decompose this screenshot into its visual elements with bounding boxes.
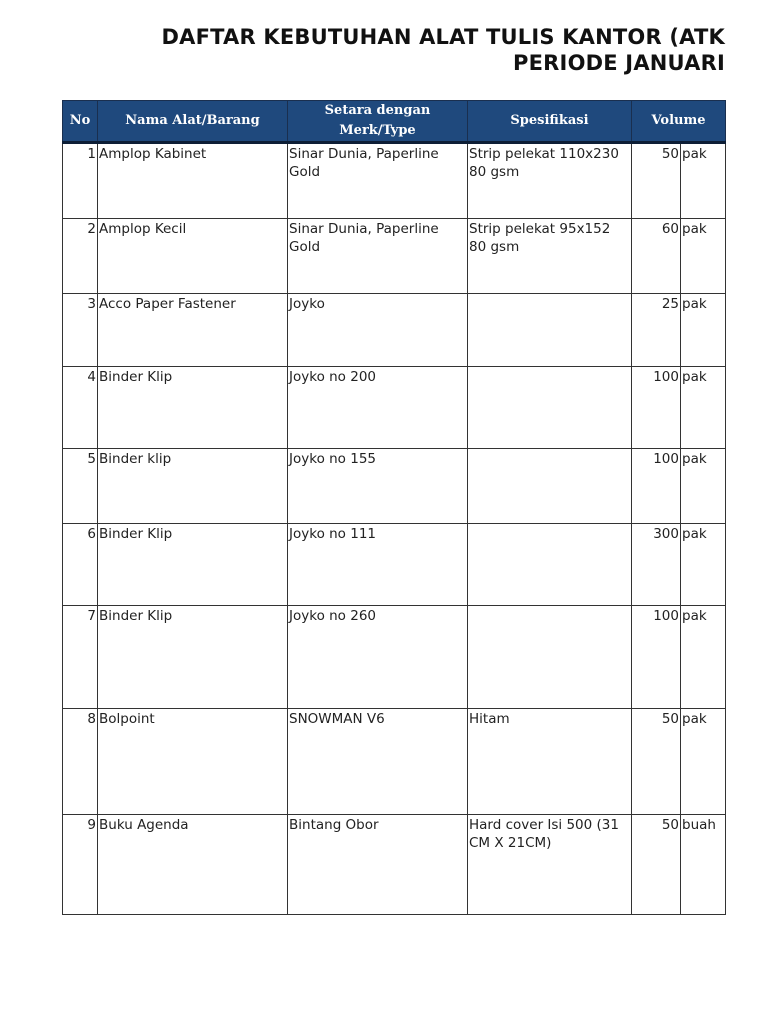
header-volume: Volume bbox=[632, 101, 726, 143]
cell-spesifikasi: Hitam bbox=[468, 709, 632, 815]
cell-spesifikasi bbox=[468, 524, 632, 606]
cell-no: 5 bbox=[63, 449, 98, 524]
cell-volume: 25 bbox=[632, 294, 681, 367]
table-row bbox=[63, 449, 726, 524]
cell-satuan: pak bbox=[681, 524, 726, 606]
cell-no: 9 bbox=[63, 815, 98, 915]
table-row bbox=[63, 709, 726, 815]
cell-satuan: pak bbox=[681, 606, 726, 709]
cell-volume: 100 bbox=[632, 367, 681, 449]
cell-merk: Joyko no 155 bbox=[288, 449, 468, 524]
cell-spesifikasi bbox=[468, 449, 632, 524]
cell-merk: SNOWMAN V6 bbox=[288, 709, 468, 815]
cell-volume: 100 bbox=[632, 449, 681, 524]
cell-merk: Sinar Dunia, Paperline Gold bbox=[288, 143, 468, 219]
cell-no: 6 bbox=[63, 524, 98, 606]
cell-spesifikasi: Strip pelekat 110x230 80 gsm bbox=[468, 143, 632, 219]
table-row bbox=[63, 367, 726, 449]
cell-satuan: pak bbox=[681, 449, 726, 524]
header-no: No bbox=[63, 101, 98, 143]
document-title bbox=[161, 24, 725, 76]
title-line-2: PERIODE JANUARI bbox=[513, 51, 725, 75]
cell-nama: Acco Paper Fastener bbox=[98, 294, 288, 367]
cell-no: 8 bbox=[63, 709, 98, 815]
cell-satuan: pak bbox=[681, 294, 726, 367]
table-row bbox=[63, 294, 726, 367]
cell-volume: 50 bbox=[632, 143, 681, 219]
cell-merk: Joyko bbox=[288, 294, 468, 367]
cell-spesifikasi bbox=[468, 367, 632, 449]
header-spesifikasi: Spesifikasi bbox=[468, 101, 632, 143]
header-nama: Nama Alat/Barang bbox=[98, 101, 288, 143]
atk-table bbox=[62, 100, 726, 915]
cell-volume: 50 bbox=[632, 709, 681, 815]
table-row bbox=[63, 143, 726, 219]
cell-volume: 100 bbox=[632, 606, 681, 709]
cell-merk: Sinar Dunia, Paperline Gold bbox=[288, 219, 468, 294]
cell-no: 3 bbox=[63, 294, 98, 367]
cell-merk: Joyko no 111 bbox=[288, 524, 468, 606]
cell-merk: Bintang Obor bbox=[288, 815, 468, 915]
cell-volume: 300 bbox=[632, 524, 681, 606]
cell-volume: 50 bbox=[632, 815, 681, 915]
table-row bbox=[63, 606, 726, 709]
cell-no: 1 bbox=[63, 143, 98, 219]
table-header-row bbox=[63, 101, 726, 143]
cell-nama: Amplop Kabinet bbox=[98, 143, 288, 219]
cell-spesifikasi bbox=[468, 294, 632, 367]
cell-nama: Binder klip bbox=[98, 449, 288, 524]
table-row bbox=[63, 815, 726, 915]
header-merk: Setara dengan Merk/Type bbox=[288, 101, 468, 143]
cell-satuan: pak bbox=[681, 219, 726, 294]
cell-no: 7 bbox=[63, 606, 98, 709]
cell-merk: Joyko no 200 bbox=[288, 367, 468, 449]
cell-satuan: buah bbox=[681, 815, 726, 915]
cell-nama: Binder Klip bbox=[98, 524, 288, 606]
table-row bbox=[63, 524, 726, 606]
cell-no: 4 bbox=[63, 367, 98, 449]
cell-no: 2 bbox=[63, 219, 98, 294]
cell-nama: Amplop Kecil bbox=[98, 219, 288, 294]
cell-satuan: pak bbox=[681, 709, 726, 815]
table-row bbox=[63, 219, 726, 294]
cell-volume: 60 bbox=[632, 219, 681, 294]
cell-nama: Buku Agenda bbox=[98, 815, 288, 915]
cell-nama: Binder Klip bbox=[98, 367, 288, 449]
cell-spesifikasi: Strip pelekat 95x152 80 gsm bbox=[468, 219, 632, 294]
cell-nama: Binder Klip bbox=[98, 606, 288, 709]
cell-nama: Bolpoint bbox=[98, 709, 288, 815]
cell-satuan: pak bbox=[681, 143, 726, 219]
cell-spesifikasi: Hard cover Isi 500 (31 CM X 21CM) bbox=[468, 815, 632, 915]
cell-merk: Joyko no 260 bbox=[288, 606, 468, 709]
title-line-1: DAFTAR KEBUTUHAN ALAT TULIS KANTOR (ATK bbox=[161, 25, 725, 49]
cell-spesifikasi bbox=[468, 606, 632, 709]
cell-satuan: pak bbox=[681, 367, 726, 449]
